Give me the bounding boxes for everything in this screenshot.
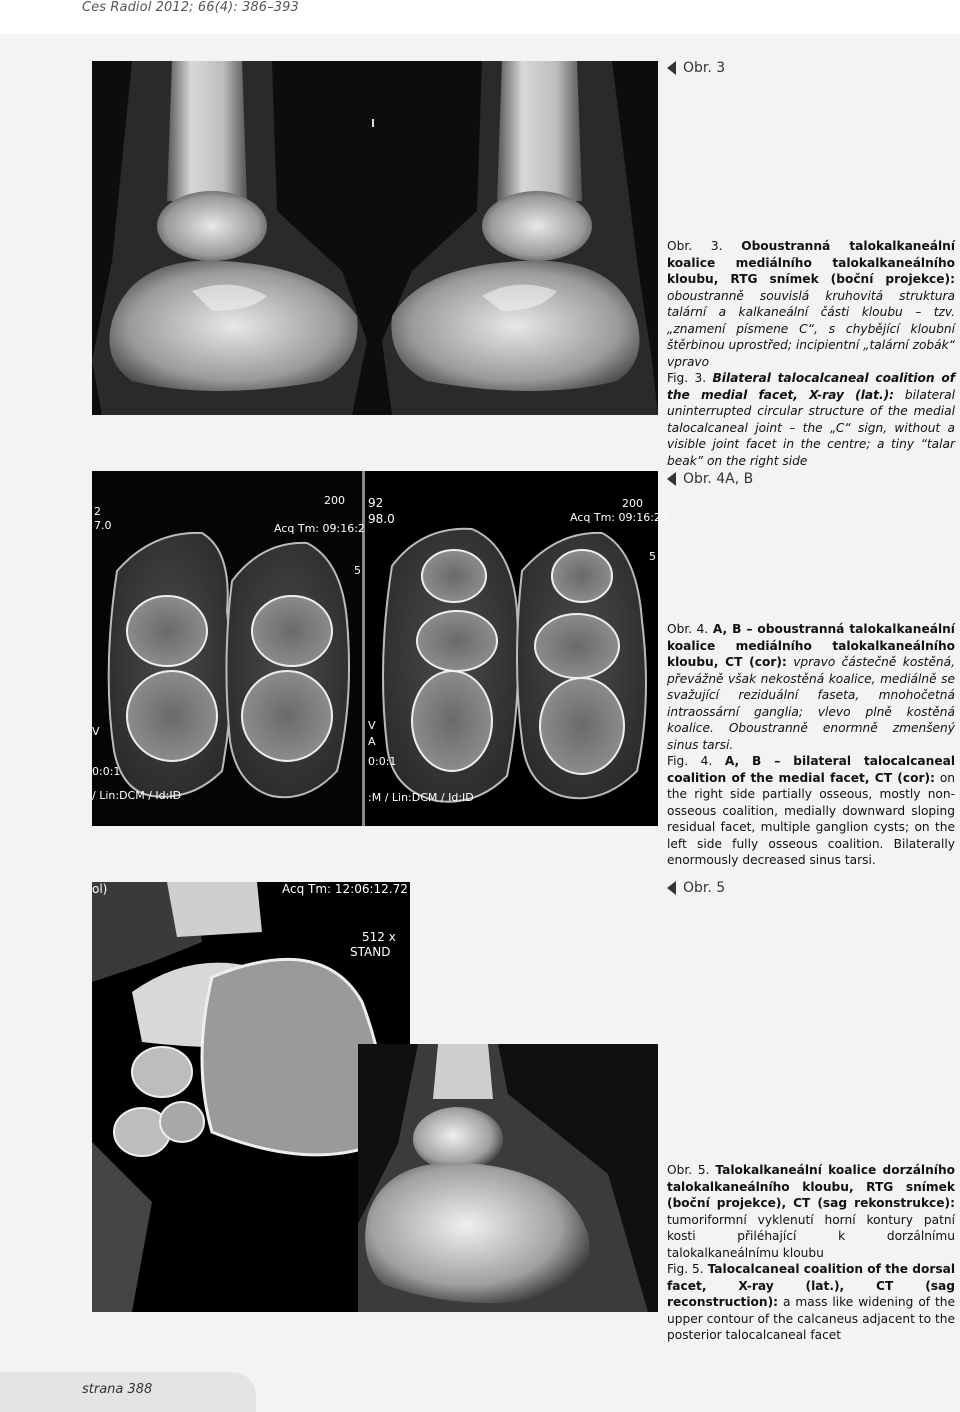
page-header (0, 0, 960, 34)
caption-number: Fig. 3. (667, 371, 707, 385)
ct-overlay-text: V (92, 725, 100, 738)
figure-5-xray-image (358, 1044, 658, 1312)
caption-text: vpravo částečně kostěná, převážně však nekostěná koalice, mediálně se svažující reziduální faseta, mnohočetná intraossární ganglia; vlevo plně kostěná koalice. Oboustranně enormně zmenšený sinus tarsi. (667, 655, 956, 752)
figure-3-caption (667, 238, 955, 469)
caption-number: Obr. 3. (667, 239, 723, 253)
caption-number: Fig. 5. (667, 1262, 704, 1276)
figure-3-caption-en (667, 370, 955, 469)
figure-4-caption (667, 621, 955, 869)
figure-4-ct (92, 471, 668, 826)
ct-overlay-text: 2 (94, 505, 101, 518)
ct-overlay-text: 0:0:1 (368, 755, 397, 768)
caption-text: a mass like widening of the upper contour of the calcaneus adjacent to the posterior talocalcaneal facet (667, 1295, 956, 1342)
figure-3-xray (92, 61, 658, 415)
ct-overlay-text: STAND (350, 945, 391, 959)
figure-5-label-text: Obr. 5 (683, 880, 726, 896)
caption-title: Bilateral talocalcaneal coalition of the medial facet, X-ray (lat.): (667, 371, 956, 402)
figure-4-caption-en (667, 753, 955, 869)
ct-overlay-text: 5 (354, 564, 361, 577)
ct-overlay-text: ol) (92, 882, 108, 896)
page-number: strana 388 (82, 1382, 153, 1397)
figure-5-caption-en (667, 1261, 955, 1344)
ct-overlay-text: 512 x (362, 930, 396, 944)
ct-overlay-text: 98.0 (368, 512, 395, 526)
figure-4-caption-cz (667, 621, 955, 753)
ct-overlay-text: 7.0 (94, 519, 112, 532)
figure-5-caption (667, 1162, 955, 1344)
figure-3-label (667, 60, 725, 76)
caption-number: Obr. 4. (667, 622, 709, 636)
ct-overlay-text: :M / Lin:DCM / Id:ID (368, 791, 474, 804)
triangle-marker-icon (667, 472, 676, 486)
caption-title: Talokalkaneální koalice dorzálního talokalkaneálního kloubu, RTG snímek (boční projekce), CT (sag rekonstrukce): (667, 1163, 955, 1210)
caption-number: Fig. 4. (667, 754, 713, 768)
ct-overlay-text: A (368, 735, 376, 748)
ct-overlay-text: 200 (324, 494, 345, 507)
caption-title: Oboustranná talokalkaneální koalice mediálního talokalkaneálního kloubu, RTG snímek (boční projekce): (667, 239, 955, 286)
caption-text: tumoriformní vyklenutí horní kontury patní kosti přiléhající k dorzálnímu talokalkaneálnímu kloubu (667, 1212, 955, 1260)
caption-text: on the right side partially osseous, mostly non-osseous coalition, medially downward sloping residual facet, multiple ganglion cysts; on the left side fully osseous coalition. Bilaterally enormously decreased sinus tarsi. (667, 770, 955, 867)
figure-3-caption-cz (667, 238, 955, 370)
ct-overlay-text: 200 (622, 497, 643, 510)
caption-title: A, B – bilateral talocalcaneal coalition of the medial facet, CT (cor): (667, 754, 955, 785)
ct-overlay-text: 5 (649, 550, 656, 563)
figure-5-label (667, 880, 725, 896)
caption-text: oboustranně souvislá kruhovitá struktura talární a kalkaneální části kloubu – tzv. „znamení písmene C“, s chybějící kloubní štěrbinou uprostřed; incipientní „talární zobák“ vpravo (667, 288, 955, 369)
figure-5-xray (358, 1044, 658, 1312)
ct-overlay-text: 92 (368, 496, 384, 510)
ct-overlay-text: 0:0:1 (92, 765, 121, 778)
caption-text: bilateral uninterrupted circular structure of the medial talocalcaneal joint – the „C“ sign, without a visible joint facet in the centre; a tiny “talar beak” on the right side (667, 387, 955, 468)
caption-number: Obr. 5. (667, 1163, 710, 1177)
figure-3-xray-image (92, 61, 658, 415)
ct-overlay-text: Acq Tm: 09:16:26 (570, 511, 668, 524)
triangle-marker-icon (667, 61, 676, 75)
figure-4-label (667, 471, 753, 487)
journal-citation: Ces Radiol 2012; 66(4): 386–393 (82, 0, 299, 15)
figure-5-caption-cz (667, 1162, 955, 1261)
caption-title: Talocalcaneal coalition of the dorsal facet, X-ray (lat.), CT (sag reconstruction): (667, 1262, 956, 1309)
caption-title: A, B – oboustranná talokalkaneální koalice mediálního talokalkaneálního kloubu, CT (cor): (667, 622, 955, 669)
ct-overlay-text: V (368, 719, 376, 732)
ct-overlay-text: Acq Tm: 12:06:12.72 (282, 882, 408, 896)
ct-overlay-text: / Lin:DCM / Id:ID (92, 789, 182, 802)
figure-4-ct-image (92, 471, 668, 826)
figure-4-label-text: Obr. 4A, B (683, 471, 754, 487)
triangle-marker-icon (667, 881, 676, 895)
page-number-tab (0, 1372, 256, 1412)
ct-overlay-text: Acq Tm: 09:16:2 (274, 522, 365, 535)
figure-3-label-text: Obr. 3 (683, 60, 726, 76)
